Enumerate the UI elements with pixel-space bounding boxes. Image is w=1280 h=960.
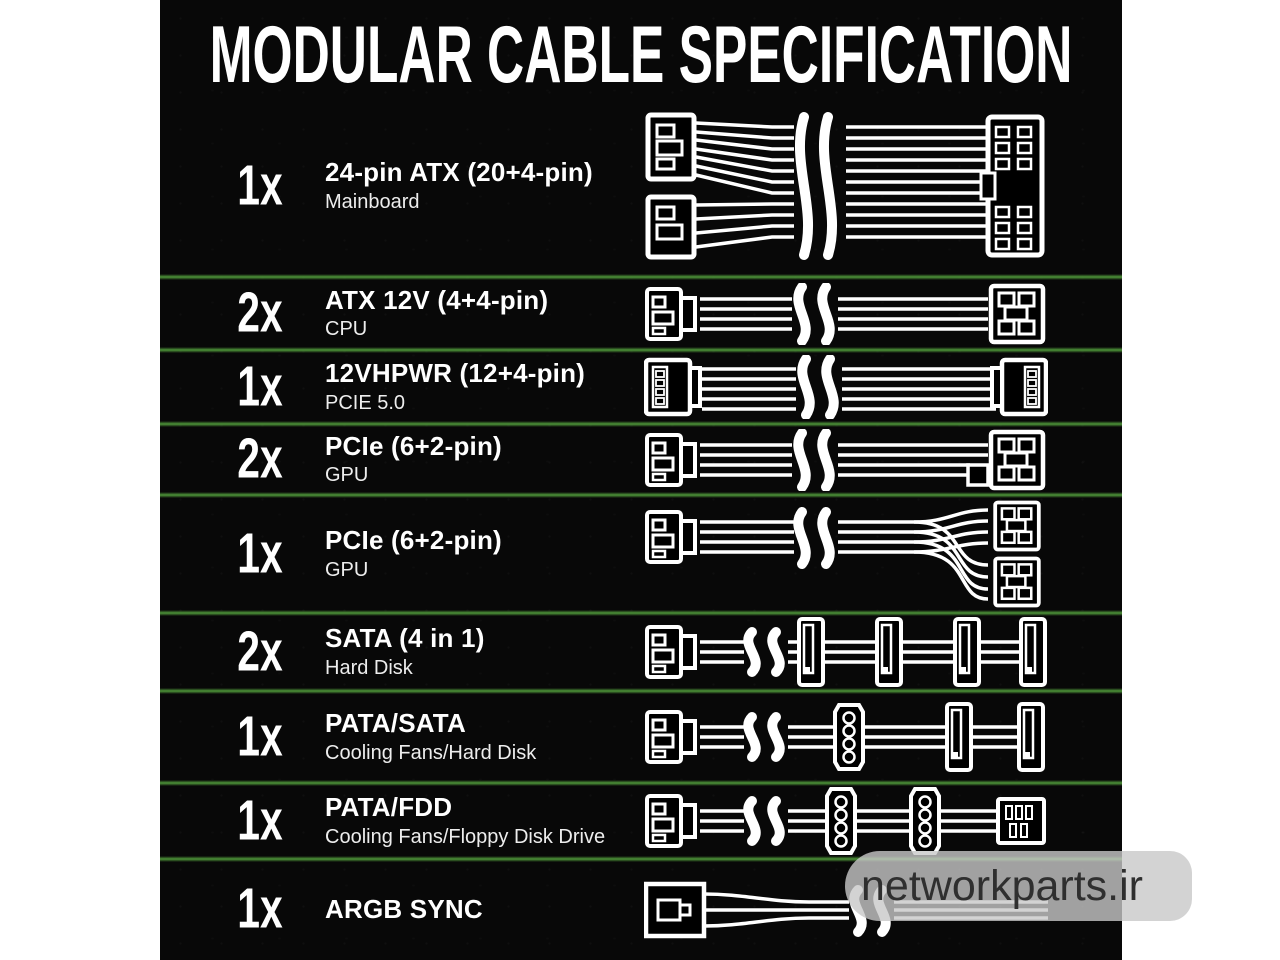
page-title: MODULAR CABLE SPECIFICATION [209, 8, 1073, 99]
pata-fdd-cable-icon [644, 784, 1048, 858]
atx-24pin-cable-icon [644, 111, 1048, 261]
cable-row [160, 613, 1122, 691]
cable-illustration [644, 429, 1048, 491]
cable-name: PATA/SATA [325, 708, 466, 739]
cable-name: 12VHPWR (12+4-pin) [325, 358, 586, 389]
cable-quantity: 1x [237, 788, 283, 853]
cable-quantity: 1x [237, 704, 283, 769]
cable-row [160, 691, 1122, 783]
cable-info [325, 359, 644, 415]
cable-row [160, 350, 1122, 424]
cable-quantity: 2x [237, 281, 283, 345]
cable-description: CPU [325, 318, 368, 341]
cable-row [160, 783, 1122, 859]
cable-info [325, 709, 644, 765]
cable-info [325, 526, 644, 582]
cable-quantity: 1x [237, 877, 283, 941]
pcie-cable-icon [644, 429, 1048, 491]
pcie-daisy-cable-icon [644, 498, 1048, 610]
cable-description: PCIE 5.0 [325, 391, 406, 414]
cable-name: 24-pin ATX (20+4-pin) [325, 157, 593, 188]
cable-illustration [644, 355, 1048, 419]
cable-info [325, 624, 644, 680]
watermark [845, 851, 1192, 921]
header [160, 0, 1122, 99]
cable-quantity: 1x [237, 521, 283, 586]
cable-description: GPU [325, 464, 369, 487]
cable-description: Cooling Fans/Floppy Disk Drive [325, 825, 606, 848]
cable-name: PATA/FDD [325, 792, 453, 823]
spec-panel [160, 0, 1122, 960]
cable-description: Hard Disk [325, 656, 413, 679]
cable-illustration [644, 616, 1048, 688]
cable-quantity: 1x [237, 354, 283, 419]
cable-row [160, 495, 1122, 613]
cable-illustration [644, 283, 1048, 345]
watermark-text: networkparts.ir [861, 861, 1143, 910]
cable-info [325, 432, 644, 488]
cable-illustration [644, 695, 1048, 779]
cable-description: Mainboard [325, 190, 420, 213]
12vhpwr-cable-icon [644, 355, 1048, 419]
cable-name: ATX 12V (4+4-pin) [325, 284, 549, 315]
atx-12v-cable-icon [644, 283, 1048, 345]
cable-description: GPU [325, 558, 369, 581]
cable-quantity: 1x [237, 153, 283, 218]
pata-sata-cable-icon [644, 695, 1048, 779]
cable-row [160, 277, 1122, 350]
cable-illustration [644, 498, 1048, 610]
cable-name: ARGB SYNC [325, 893, 483, 924]
cable-illustration [644, 111, 1048, 261]
cable-info [325, 895, 644, 925]
cable-info [325, 158, 644, 214]
cable-info [325, 286, 644, 342]
sata-cable-icon [644, 616, 1048, 688]
cable-quantity: 2x [237, 427, 283, 491]
cable-illustration [644, 784, 1048, 858]
cable-name: PCIe (6+2-pin) [325, 525, 502, 556]
cable-name: PCIe (6+2-pin) [325, 430, 502, 461]
cable-row [160, 424, 1122, 495]
cable-name: SATA (4 in 1) [325, 623, 485, 654]
cable-info [325, 793, 644, 849]
cable-quantity: 2x [237, 619, 283, 684]
cable-description: Cooling Fans/Hard Disk [325, 741, 537, 764]
cable-row [160, 95, 1122, 277]
